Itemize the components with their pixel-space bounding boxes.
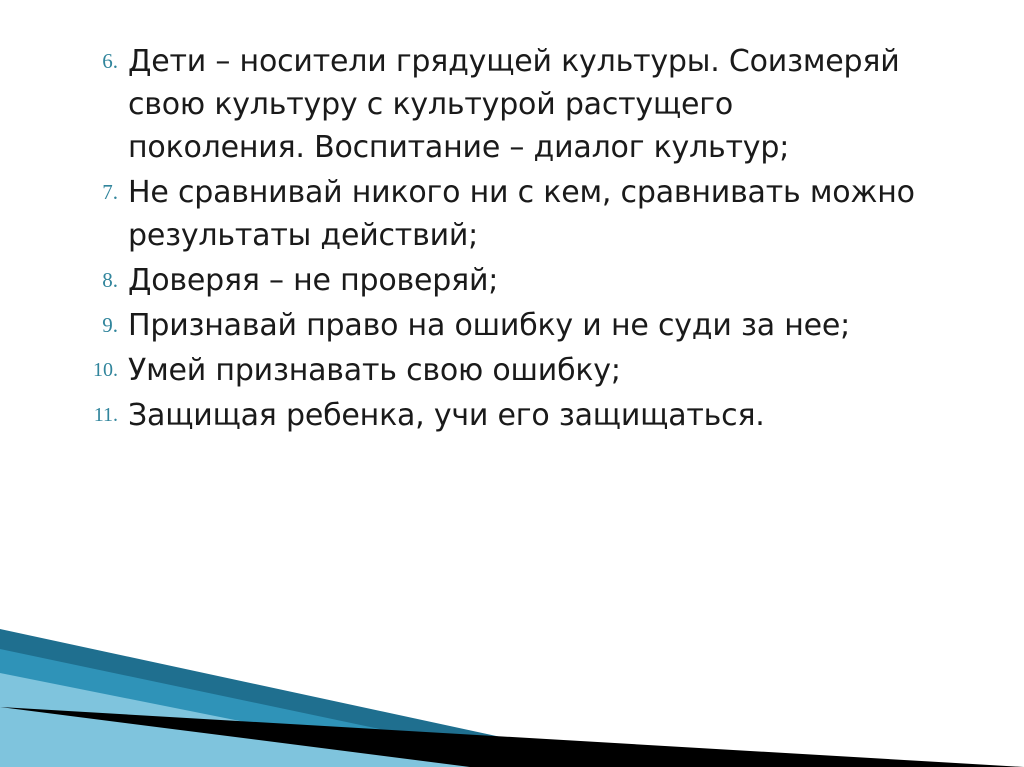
list-item-number: 7. bbox=[102, 180, 118, 204]
list-item-number: 10. bbox=[93, 359, 118, 381]
list-item-text: Не сравнивай никого ни с кем, сравнивать можно результаты действий; bbox=[128, 175, 915, 253]
list-item-text: Доверяя – не проверяй; bbox=[128, 263, 499, 298]
list-item-number: 9. bbox=[102, 313, 118, 337]
list-item bbox=[66, 304, 946, 347]
list-item bbox=[66, 394, 946, 437]
list-item bbox=[66, 349, 946, 392]
bottom-left-ribbon-decoration bbox=[0, 577, 1024, 767]
list-item bbox=[66, 40, 946, 169]
ribbon-shape-black bbox=[0, 707, 1024, 767]
ribbon-shape-mid-teal bbox=[0, 649, 560, 767]
list-item-number: 11. bbox=[93, 404, 118, 426]
numbered-list bbox=[66, 40, 946, 437]
list-item-number: 8. bbox=[102, 268, 118, 292]
list-item-number: 6. bbox=[102, 49, 118, 73]
list-item-text: Признавай право на ошибку и не суди за нее; bbox=[128, 308, 851, 343]
list-item-text: Дети – носители грядущей культуры. Соизмеряй свою культуру с культурой растущего поколения. Воспитание – диалог культур; bbox=[128, 44, 900, 165]
list-item bbox=[66, 171, 946, 257]
slide-body bbox=[66, 40, 946, 439]
list-item-text: Защищая ребенка, учи его защищаться. bbox=[128, 398, 765, 433]
list-item-text: Умей признавать свою ошибку; bbox=[128, 353, 621, 388]
list-item bbox=[66, 259, 946, 302]
ribbon-shape-dark-teal bbox=[0, 629, 640, 767]
ribbon-shape-light-teal bbox=[0, 673, 470, 767]
